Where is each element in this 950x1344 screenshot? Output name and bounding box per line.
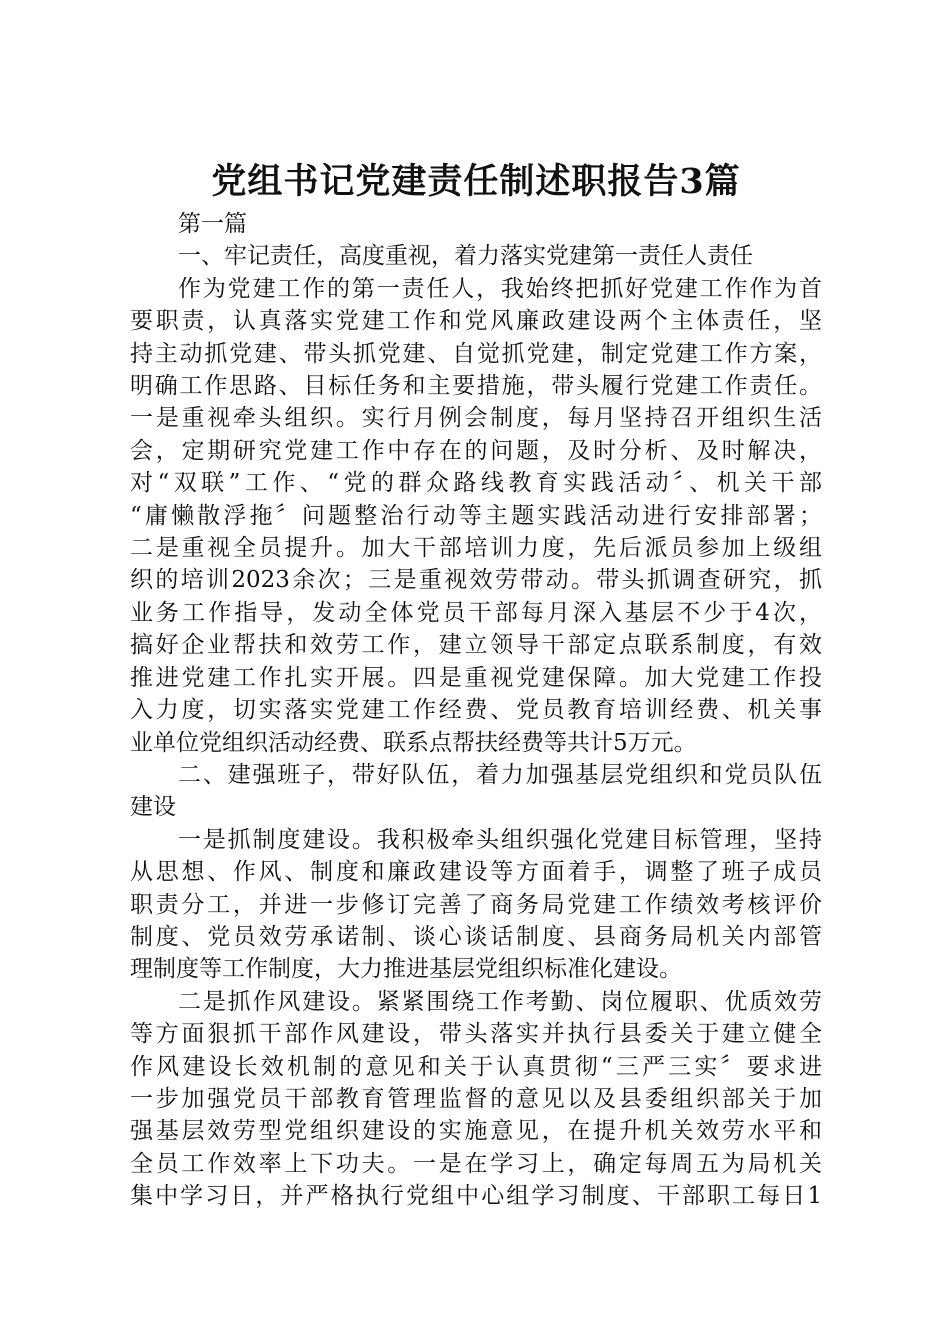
text-line: 持主动抓党建、带头抓党建、自觉抓党建，制定党建工作方案， (130, 340, 822, 367)
text-line: 强基层效劳型党组织建设的实施意见，在提升机关效劳水平和 (130, 1118, 822, 1145)
text-line: 搞好企业帮扶和效劳工作，建立领导干部定点联系制度，有效 (130, 632, 822, 659)
text-line: 二、建强班子，带好队伍，着力加强基层党组织和党员队伍 (178, 761, 822, 788)
text-line: 一步加强党员干部教育管理监督的意见以及县委组织部关于加 (130, 1085, 822, 1112)
text-line: 推进党建工作扎实开展。四是重视党建保障。加大党建工作投 (130, 664, 822, 691)
text-line: 要职责，认真落实党建工作和党风廉政建设两个主体责任，坚 (130, 308, 822, 335)
text-line: 作风建设长效机制的意见和关于认真贯彻“三严三实〞要求进 (130, 1053, 822, 1080)
text-line: 会，定期研究党建工作中存在的问题，及时分析、及时解决， (130, 437, 822, 464)
text-line: 二是抓作风建设。紧紧围绕工作考勤、岗位履职、优质效劳 (178, 988, 822, 1015)
text-line: 二是重视全员提升。加大干部培训力度，先后派员参加上级组 (130, 535, 822, 562)
text-line: 职责分工，并进一步修订完善了商务局党建工作绩效考核评价 (130, 891, 822, 918)
text-line: 对“双联”工作、“党的群众路线教育实践活动〞、机关干部 (130, 470, 822, 497)
text-line: 业务工作指导，发动全体党员干部每月深入基层不少于4次， (130, 599, 822, 626)
text-line: 制度、党员效劳承诺制、谈心谈话制度、县商务局机关内部管 (130, 923, 822, 950)
text-line: 全员工作效率上下功夫。一是在学习上，确定每周五为局机关 (130, 1150, 822, 1177)
text-line: 入力度，切实落实党建工作经费、党员教育培训经费、机关事 (130, 697, 822, 724)
document-page (130, 160, 822, 1213)
text-line: 等方面狠抓干部作风建设，带头落实并执行县委关于建立健全 (130, 1021, 822, 1048)
text-line: 业单位党组织活动经费、联系点帮扶经费等共计5万元。 (130, 729, 697, 756)
text-line: 集中学习日，并严格执行党组中心组学习制度、干部职工每日1 (130, 1183, 822, 1210)
text-line: 织的培训2023余次；三是重视效劳带动。带头抓调查研究，抓 (130, 567, 822, 594)
text-line: 一、牢记责任，高度重视，着力落实党建第一责任人责任 (178, 243, 753, 270)
text-line: 作为党建工作的第一责任人，我始终把抓好党建工作作为首 (178, 275, 822, 302)
text-line: 一是重视牵头组织。实行月例会制度，每月坚持召开组织生活 (130, 405, 822, 432)
document-body (130, 208, 822, 1213)
text-line: 建设 (130, 794, 176, 821)
text-line: 明确工作思路、目标任务和主要措施，带头履行党建工作责任。 (130, 373, 822, 400)
text-line: 一是抓制度建设。我积极牵头组织强化党建目标管理，坚持 (178, 826, 822, 853)
document-title: 党组书记党建责任制述职报告3篇 (211, 161, 741, 202)
text-line: “庸懒散浮拖〞问题整治行动等主题实践活动进行安排部署； (130, 502, 822, 529)
text-line: 理制度等工作制度，大力推进基层党组织标准化建设。 (130, 956, 682, 983)
text-line: 第一篇 (178, 211, 247, 237)
text-line: 从思想、作风、制度和廉政建设等方面着手，调整了班子成员 (130, 859, 822, 886)
